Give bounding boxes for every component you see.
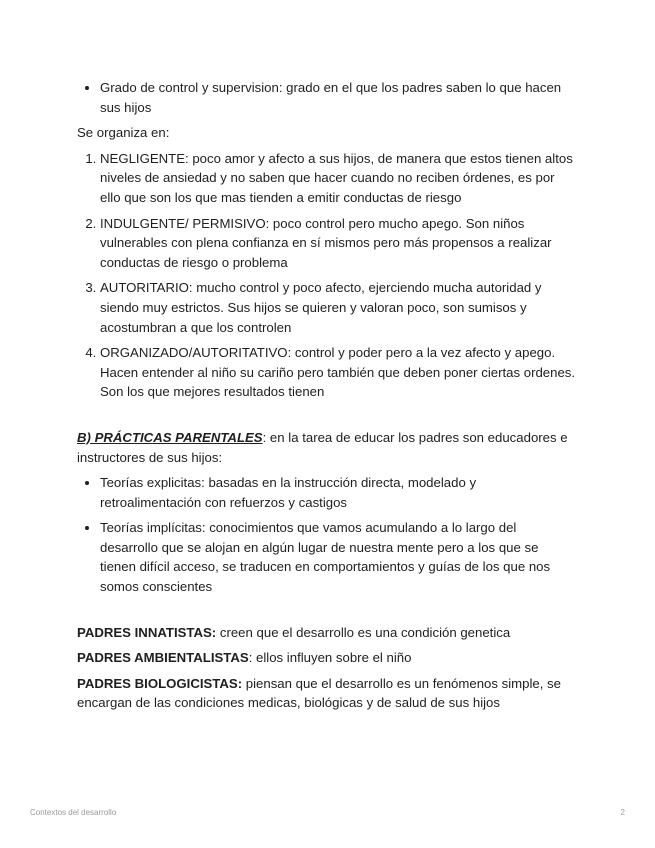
- parents-biologicistas-label: PADRES BIOLOGICISTAS:: [77, 675, 243, 691]
- practices-paragraph: [77, 428, 577, 467]
- parents-ambientalistas-text: : ellos influyen sobre el niño: [248, 650, 412, 666]
- page-number: 2: [620, 808, 625, 817]
- list-item: 1. NEGLIGENTE: poco amor y afecto a sus hijos, de manera que estos tienen altos niveles de ansiedad y no saben que hacer cuando no reciben órdenes, es por ello que son los que mas tienden a emitir conductas de riesgo: [100, 149, 577, 208]
- top-bullet-list: [77, 78, 577, 117]
- document-body: [77, 78, 577, 713]
- parents-biologicistas: [77, 674, 577, 713]
- list-item: 4. ORGANIZADO/AUTORITATIVO: control y poder pero a la vez afecto y apego. Hacen entender al niño su cariño pero también que deben poner ciertas ordenes. Son los que mejores resultados tienen: [100, 343, 577, 402]
- list-item: • Teorías explicitas: basadas en la instrucción directa, modelado y retroalimentación con refuerzos y castigos: [100, 473, 577, 512]
- parents-ambientalistas: [77, 648, 577, 668]
- parents-innatistas-text: creen que el desarrollo es una condición genetica: [216, 624, 511, 640]
- parents-innatistas-label: PADRES INNATISTAS:: [77, 624, 217, 640]
- page-footer: [30, 808, 625, 817]
- practices-heading: B) PRÁCTICAS PARENTALES: [77, 429, 263, 445]
- list-item: • Teorías implícitas: conocimientos que vamos acumulando a lo largo del desarrollo que se alojan en algún lugar de nuestra mente pero a los que se tienen difícil acceso, se traducen en comportamientos y guías de los que nos somos conscientes: [100, 518, 577, 596]
- practices-bullet-list: [77, 473, 577, 597]
- parents-biologicistas-text: piensan que el desarrollo es un fenómenos simple, se encargan de las condiciones medicas, biológicas y de salud de sus hijos: [77, 675, 561, 711]
- list-item: • Grado de control y supervision: grado en el que los padres saben lo que hacen sus hijos: [100, 78, 577, 117]
- footer-title: Contextos del desarrollo: [30, 808, 117, 817]
- parenting-styles-list: [77, 149, 577, 402]
- parents-innatistas: [77, 623, 577, 643]
- list-item: 2. INDULGENTE/ PERMISIVO: poco control pero mucho apego. Son niños vulnerables con plena confianza en sí mismos pero más propensos a realizar conductas de riesgo o problema: [100, 214, 577, 273]
- parents-ambientalistas-label: PADRES AMBIENTALISTAS: [77, 650, 249, 666]
- list-item: 3. AUTORITARIO: mucho control y poco afecto, ejerciendo mucha autoridad y siendo muy estrictos. Sus hijos se quieren y valoran poco, son sumisos y acostumbran a que los controlen: [100, 278, 577, 337]
- practices-text: : en la tarea de educar los padres son educadores e instructores de sus hijos:: [77, 429, 568, 465]
- organize-intro: Se organiza en:: [77, 125, 170, 141]
